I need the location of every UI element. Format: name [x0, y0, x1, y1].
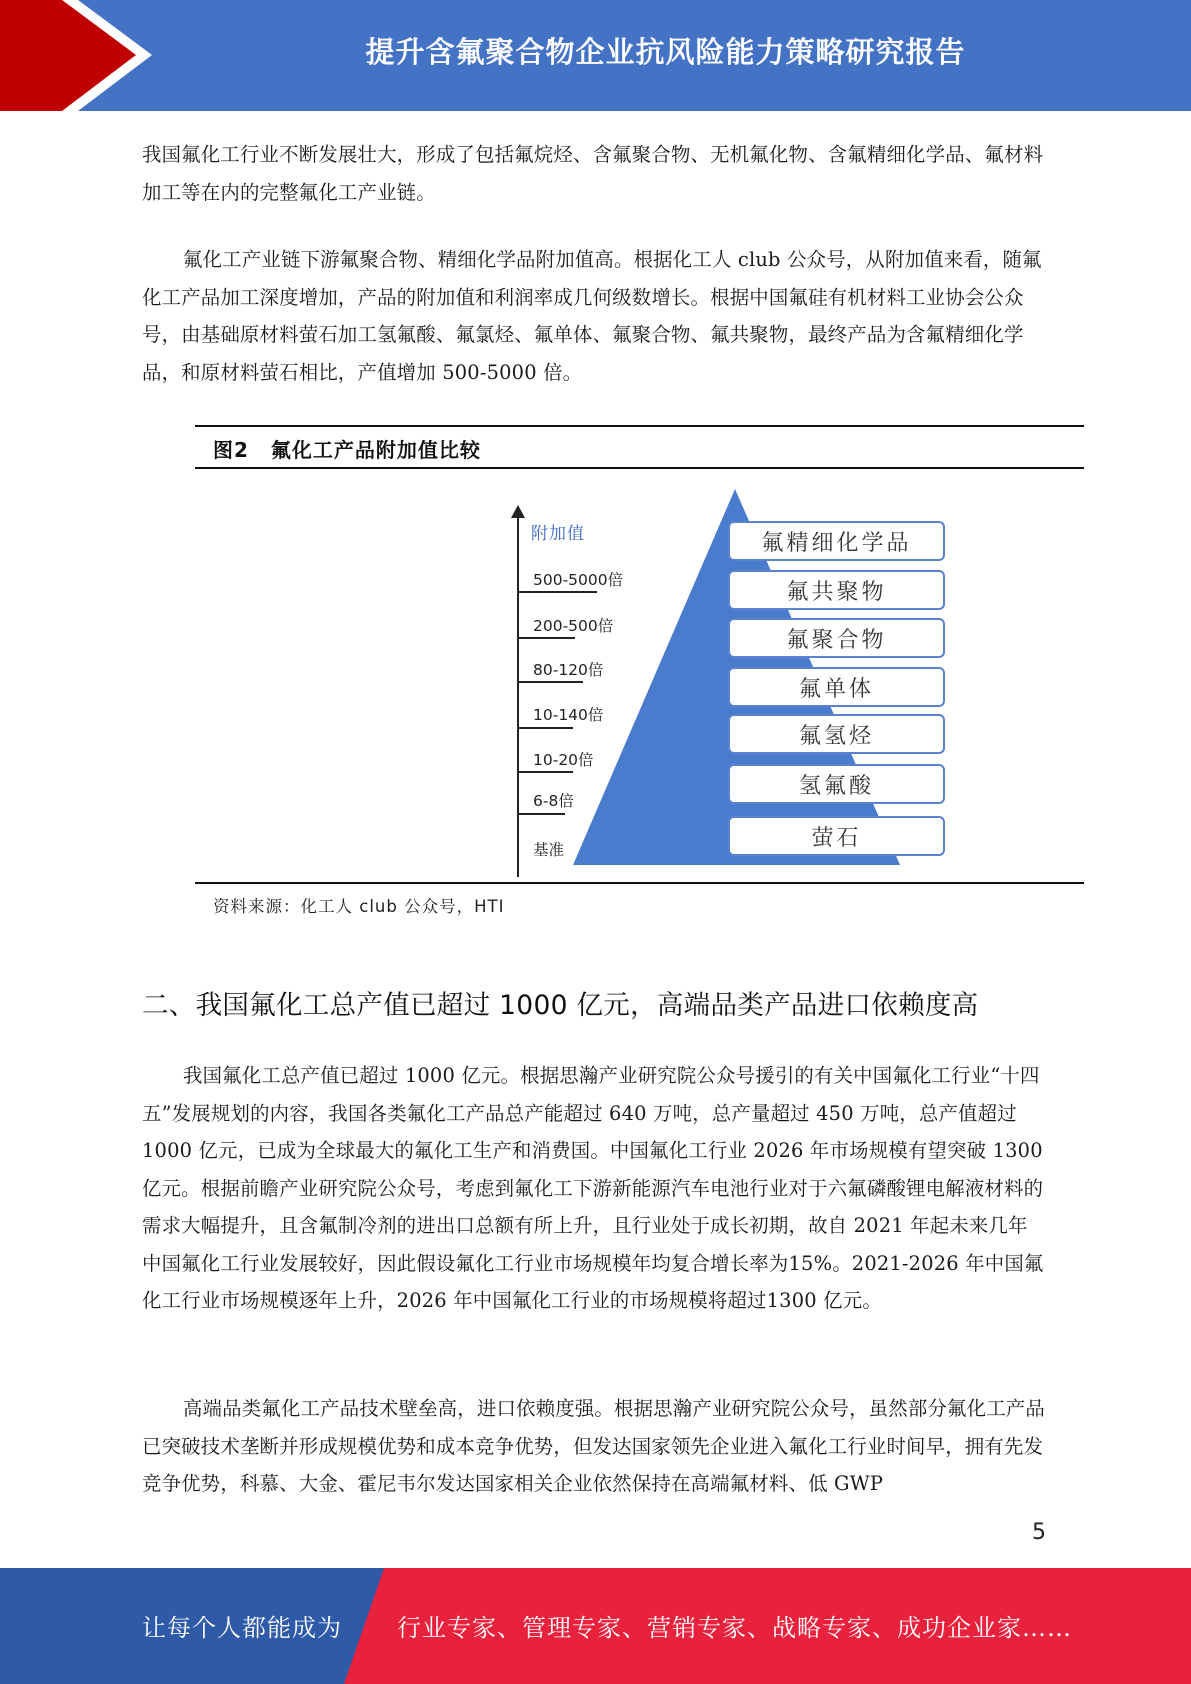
section-heading: 二、我国氟化工总产值已超过 1000 亿元，高端品类产品进口依赖度高	[142, 990, 979, 1021]
figure-source: 资料来源：化工人 club 公众号，HTI	[213, 897, 505, 916]
tier-monomer: 氟单体	[728, 667, 945, 707]
figure-value-added	[195, 425, 1084, 925]
report-title: 提升含氟聚合物企业抗风险能力策略研究报告	[365, 35, 966, 69]
page-footer	[0, 1568, 1191, 1684]
axis-tick	[517, 771, 573, 773]
paragraph-import-dependence: 高端品类氟化工产品技术壁垒高，进口依赖度强。根据思瀚产业研究院公众号，虽然部分氟化工产品已突破技术垄断并形成规模优势和成本竞争优势，但发达国家领先企业进入氟化工行业时间早，拥有先发竞争优势，科慕、大金、霍尼韦尔发达国家相关企业依然保持在高端氟材料、低 GWP	[142, 1397, 1045, 1495]
value-label: 10-20倍	[533, 751, 594, 769]
paragraph-intro: 我国氟化工行业不断发展壮大，形成了包括氟烷烃、含氟聚合物、无机氟化物、含氟精细化学品、氟材料加工等在内的完整氟化工产业链。	[142, 143, 1044, 204]
value-label: 基准	[533, 841, 565, 859]
tier-hydrofluoric-acid: 氢氟酸	[728, 764, 945, 804]
page-number: 5	[1032, 1520, 1046, 1545]
figure-caption: 氟化工产品附加值比较	[270, 438, 481, 462]
value-label: 200-500倍	[533, 617, 614, 635]
tier-fluorohydrocarbon: 氟氢烃	[728, 714, 945, 754]
tier-fluorite: 萤石	[728, 816, 945, 856]
page-header	[0, 0, 1191, 111]
value-axis	[517, 515, 519, 877]
axis-tick	[517, 591, 597, 593]
value-pyramid-graphic	[195, 425, 1084, 895]
value-label: 6-8倍	[533, 792, 574, 810]
footer-slogan-left: 让每个人都能成为	[142, 1614, 342, 1642]
figure-number: 图2	[213, 438, 249, 462]
tier-fine-chemicals: 氟精细化学品	[728, 521, 945, 561]
axis-title: 附加值	[531, 524, 585, 544]
value-label: 10-140倍	[533, 706, 604, 724]
footer-slogan-right: 行业专家、管理专家、营销专家、战略专家、成功企业家……	[397, 1614, 1072, 1642]
tier-polymer: 氟聚合物	[728, 618, 945, 658]
axis-tick	[517, 727, 573, 729]
value-label: 80-120倍	[533, 661, 604, 679]
paragraph-output-value: 我国氟化工总产值已超过 1000 亿元。根据思瀚产业研究院公众号援引的有关中国氟化工行业“十四五”发展规划的内容，我国各类氟化工产品总产能超过 640 万吨，总产量超过 450 万吨，总产值超过 1000 亿元，已成为全球最大的氟化工生产和消费国。中国氟化工行业 2026 年市场规模有望突破 1300 亿元。根据前瞻产业研究院公众号，考虑到氟化工下游新能源汽车电池行业对于六氟磷酸锂电解液材料的需求大幅提升，且含氟制冷剂的进出口总额有所上升，且行业处于成长初期，故自 2021 年起未来几年中国氟化工行业发展较好，因此假设氟化工行业市场规模年均复合增长率为15%。2021-2026 年中国氟化工行业市场规模逐年上升，2026 年中国氟化工行业的市场规模将超过1300 亿元。	[142, 1064, 1044, 1312]
header-chevron-decoration	[0, 0, 160, 111]
value-label: 500-5000倍	[533, 571, 624, 589]
axis-tick	[517, 813, 565, 815]
paragraph-value-added: 氟化工产业链下游氟聚合物、精细化学品附加值高。根据化工人 club 公众号，从附加值来看，随氟化工产品加工深度增加，产品的附加值和利润率成几何级数增长。根据中国氟硅有机材料工业协会公众号，由基础原材料萤石加工氢氟酸、氟氯烃、氟单体、氟聚合物、氟共聚物，最终产品为含氟精细化学品，和原材料萤石相比，产值增加 500-5000 倍。	[142, 248, 1042, 384]
figure-bottom-rule	[195, 882, 1084, 884]
axis-tick	[517, 637, 575, 639]
tier-copolymer: 氟共聚物	[728, 570, 945, 610]
axis-tick	[517, 681, 583, 683]
